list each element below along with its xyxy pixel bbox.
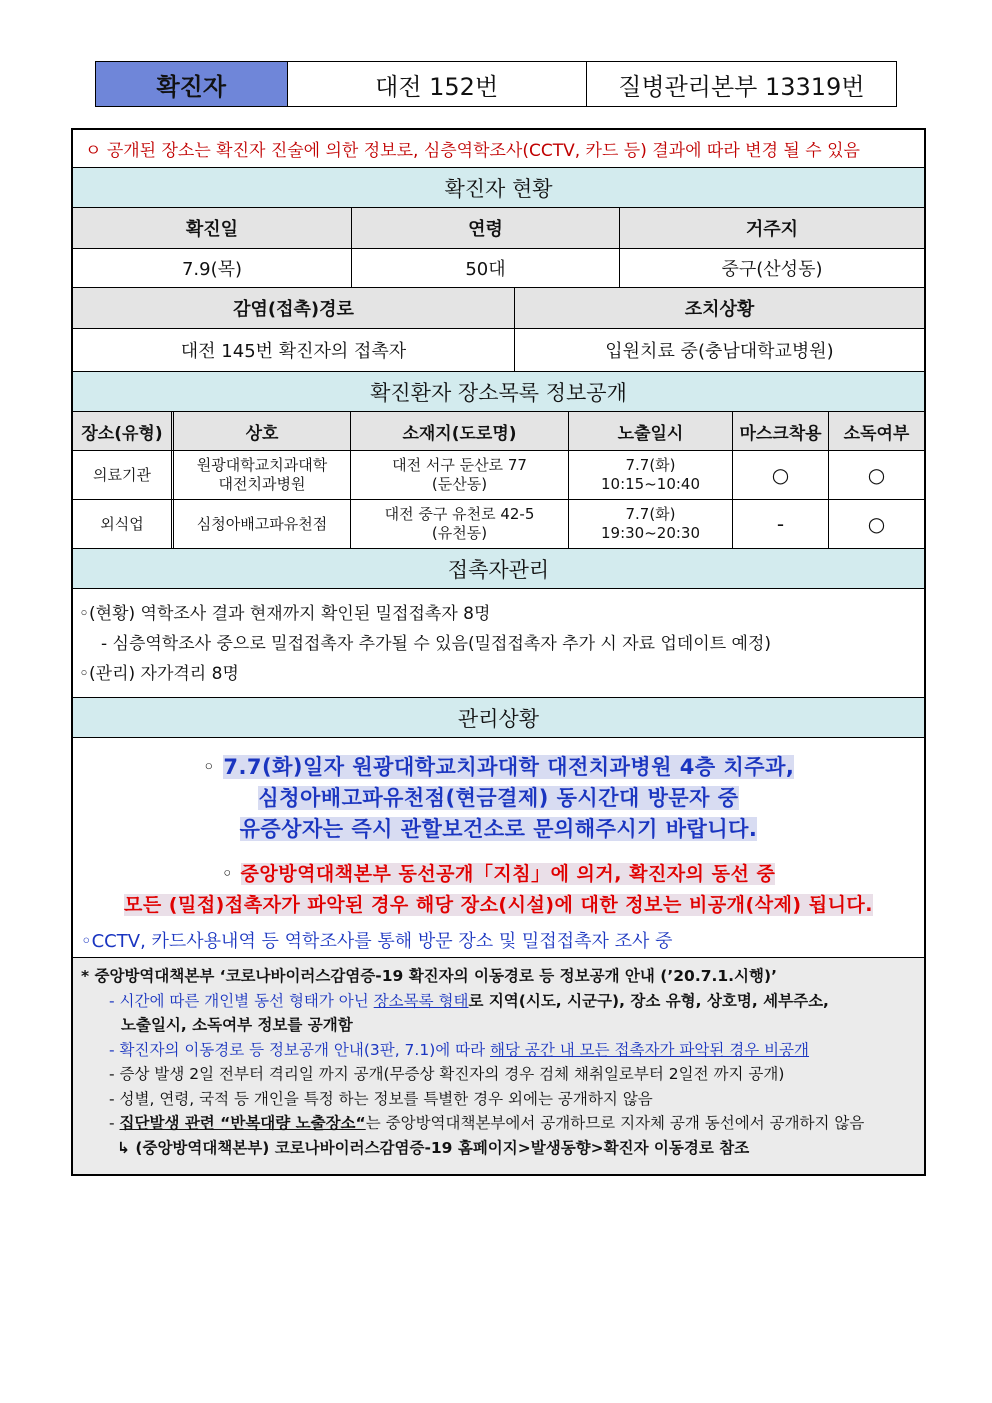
management-red-line bbox=[73, 859, 924, 890]
bullet: ◦ bbox=[221, 863, 234, 885]
place-name-line: 원광대학교치과대학 bbox=[196, 456, 328, 474]
footer-text: - 확진자의 이동경로 등 정보공개 안내(3판, 7.1)에 따라 bbox=[109, 1040, 491, 1059]
management-blue-text: 심청아배고파유천점(현금결제) 동시간대 방문자 중 bbox=[258, 786, 739, 810]
places-header-row bbox=[73, 412, 924, 451]
place-type: 의료기관 bbox=[73, 451, 174, 499]
label-action: 조치상황 bbox=[684, 299, 755, 320]
contacts-title: 접촉자관리 bbox=[73, 549, 924, 589]
footer-line-3: - 증상 발생 2일 전부터 격리일 까지 공개(무증상 확진자의 경우 검체 채취일로부터 2일전 까지 공개) bbox=[109, 1065, 785, 1083]
management-blue-line bbox=[73, 783, 924, 814]
header-local-id: 대전 152번 bbox=[288, 62, 587, 106]
footer-text: 는 중앙방역대책본부에서 공개하므로 지자체 공개 동선에서 공개하지 않음 bbox=[365, 1114, 865, 1132]
management-body bbox=[73, 738, 924, 958]
footer-text: - 시간에 따른 개인별 동선 형태가 아닌 bbox=[109, 991, 374, 1010]
header-table bbox=[95, 61, 897, 107]
bullet: ◦ bbox=[202, 755, 216, 779]
place-disinfect: ○ bbox=[867, 462, 886, 487]
footer-line-1 bbox=[81, 989, 924, 1014]
place-mask: - bbox=[733, 500, 829, 548]
header-kdca-id: 질병관리본부 13319번 bbox=[618, 72, 865, 101]
value-action: 입원치료 중(충남대학교병원) bbox=[605, 341, 834, 362]
places-title: 확진환자 장소목록 정보공개 bbox=[73, 372, 924, 412]
status-value-row bbox=[73, 249, 924, 288]
footer-underline: 해당 공간 내 모든 접촉자가 파악된 경우 비공개 bbox=[490, 1040, 810, 1059]
place-disinfect: ○ bbox=[867, 511, 886, 536]
status-label-row bbox=[73, 208, 924, 249]
management-blue-text: 7.7(화)일자 원광대학교치과대학 대전치과병원 4층 치주과, bbox=[223, 755, 795, 779]
management-blue-line bbox=[73, 814, 924, 845]
place-time bbox=[569, 451, 733, 499]
footer-line-5 bbox=[81, 1111, 924, 1136]
place-row-1 bbox=[73, 451, 924, 500]
contacts-line: ◦(현황) 역학조사 결과 현재까지 확인된 밀접접촉자 8명 bbox=[79, 604, 491, 624]
footer-notes bbox=[73, 958, 924, 1174]
place-name-line: 대전치과병원 bbox=[218, 475, 306, 493]
route-label-row bbox=[73, 288, 924, 329]
place-address bbox=[351, 500, 569, 548]
place-address bbox=[351, 451, 569, 499]
place-time-date: 7.7(화) bbox=[625, 505, 676, 523]
route-value-row bbox=[73, 329, 924, 372]
footer-line-1c: 노출일시, 소독여부 정보를 공개함 bbox=[121, 1016, 353, 1034]
contacts-line: ◦(관리) 자가격리 8명 bbox=[79, 664, 239, 684]
place-address-line: 대전 서구 둔산로 77 bbox=[392, 456, 527, 474]
header-label: 확진자 bbox=[96, 62, 288, 106]
place-name: 심청아배고파유천점 bbox=[174, 500, 351, 548]
management-red-line bbox=[73, 890, 924, 921]
management-title: 관리상황 bbox=[73, 698, 924, 738]
place-address-line: (유천동) bbox=[431, 524, 488, 542]
th-place-type: 장소(유형) bbox=[73, 412, 174, 450]
management-red-text: 중앙방역대책본부 동선공개「지침」에 의거, 확진자의 동선 중 bbox=[240, 863, 776, 885]
place-time bbox=[569, 500, 733, 548]
place-time-date: 7.7(화) bbox=[625, 456, 676, 474]
place-time-range: 19:30~20:30 bbox=[600, 524, 701, 542]
label-route: 감염(접촉)경로 bbox=[73, 288, 515, 328]
place-row-2 bbox=[73, 500, 924, 549]
status-title: 확진자 현황 bbox=[73, 168, 924, 208]
th-disinfect: 소독여부 bbox=[843, 423, 910, 444]
management-blue-text: 유증상자는 즉시 관할보건소로 문의해주시기 바랍니다. bbox=[239, 817, 758, 841]
th-mask: 마스크착용 bbox=[733, 412, 829, 450]
footer-line-6: ↳ (중앙방역대책본부) 코로나바이러스감염증-19 홈페이지>발생동향>확진자 이동경로 참조 bbox=[117, 1138, 750, 1157]
footer-line-2 bbox=[81, 1038, 924, 1063]
value-route: 대전 145번 확진자의 접촉자 bbox=[73, 329, 515, 371]
management-red-text: 모든 (밀접)접촉자가 파악된 경우 해당 장소(시설)에 대한 정보는 비공개(삭제) 됩니다. bbox=[123, 894, 874, 916]
label-age: 연령 bbox=[352, 208, 620, 248]
footer-star: * 중앙방역대책본부 ‘코로나바이러스감염증-19 확진자의 이동경로 등 정보공개 안내 (’20.7.1.시행)’ bbox=[81, 967, 777, 985]
label-confirm-date: 확진일 bbox=[73, 208, 352, 248]
place-mask: ○ bbox=[733, 451, 829, 499]
management-blue-line bbox=[73, 752, 924, 783]
th-address: 소재지(도로명) bbox=[351, 412, 569, 450]
th-business-name: 상호 bbox=[174, 412, 351, 450]
main-table bbox=[71, 128, 926, 1176]
place-address-line: (둔산동) bbox=[431, 475, 488, 493]
management-cctv: ◦CCTV, 카드사용내역 등 역학조사를 통해 방문 장소 및 밀접접촉자 조사 중 bbox=[81, 931, 673, 952]
footer-text: - bbox=[109, 1114, 120, 1132]
footer-text: 로 지역(시도, 시군구), 장소 유형, 상호명, 세부주소, bbox=[468, 991, 829, 1010]
contacts-body bbox=[73, 589, 924, 698]
footer-underline: 장소목록 형태 bbox=[373, 991, 469, 1010]
value-residence: 중구(산성동) bbox=[721, 259, 823, 280]
footer-underline: 집단발생 관련 “반복대량 노출장소“ bbox=[119, 1114, 366, 1132]
footer-line-4: - 성별, 연령, 국적 등 개인을 특정 하는 정보를 특별한 경우 외에는 공개하지 않음 bbox=[109, 1089, 653, 1108]
place-type: 외식업 bbox=[73, 500, 174, 548]
value-age: 50대 bbox=[352, 249, 620, 287]
label-residence: 거주지 bbox=[745, 219, 799, 240]
place-time-range: 10:15~10:40 bbox=[600, 475, 701, 493]
place-address-line: 대전 중구 유천로 42-5 bbox=[384, 505, 535, 523]
place-name bbox=[174, 451, 351, 499]
notice: ㅇ 공개된 장소는 확진자 진술에 의한 정보로, 심층역학조사(CCTV, 카드 등) 결과에 따라 변경 될 수 있음 bbox=[73, 130, 924, 168]
contacts-line: - 심층역학조사 중으로 밀접접촉자 추가될 수 있음(밀접접촉자 추가 시 자료 업데이트 예정) bbox=[101, 634, 772, 654]
value-confirm-date: 7.9(목) bbox=[73, 249, 352, 287]
th-exposure-time: 노출일시 bbox=[569, 412, 733, 450]
